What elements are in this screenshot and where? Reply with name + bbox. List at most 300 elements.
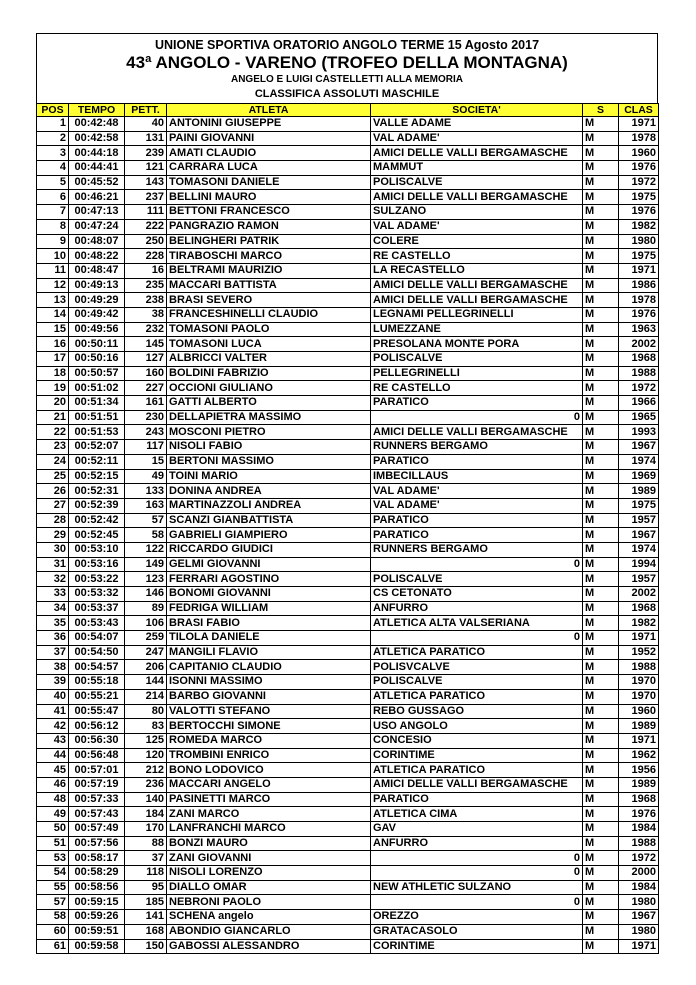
table-row [37, 117, 659, 132]
athlete-cell: BELTRAMI MAURIZIO [167, 263, 371, 278]
pos-cell: 23 [37, 440, 69, 455]
club-cell: POLISCALVE [371, 675, 583, 690]
year-cell: 1967 [619, 528, 659, 543]
pos-cell: 8 [37, 219, 69, 234]
year-cell: 1975 [619, 190, 659, 205]
year-cell: 1971 [619, 939, 659, 954]
pos-cell: 14 [37, 307, 69, 322]
year-cell: 1975 [619, 498, 659, 513]
club-cell: PARATICO [371, 513, 583, 528]
organizer-line: UNIONE SPORTIVA ORATORIO ANGOLO TERME 15 Agosto 2017 [154, 38, 540, 52]
time-cell: 00:45:52 [69, 175, 125, 190]
sex-cell: M [583, 587, 619, 602]
sex-cell: M [583, 542, 619, 557]
column-header-pos: POS [37, 104, 69, 117]
column-header-tempo: TEMPO [69, 104, 125, 117]
bib-cell: 58 [125, 528, 167, 543]
bib-cell: 49 [125, 469, 167, 484]
sex-cell: M [583, 660, 619, 675]
bib-cell: 121 [125, 161, 167, 176]
bib-cell: 80 [125, 704, 167, 719]
time-cell: 00:57:49 [69, 822, 125, 837]
bib-cell: 16 [125, 263, 167, 278]
time-cell: 00:56:48 [69, 748, 125, 763]
bib-cell: 106 [125, 616, 167, 631]
table-row [37, 352, 659, 367]
athlete-cell: CAPITANIO CLAUDIO [167, 660, 371, 675]
table-row [37, 895, 659, 910]
club-cell: PARATICO [371, 454, 583, 469]
club-cell: AMICI DELLE VALLI BERGAMASCHE [371, 293, 583, 308]
athlete-cell: ZANI GIOVANNI [167, 851, 371, 866]
time-cell: 00:50:16 [69, 352, 125, 367]
club-cell: CORINTIME [371, 748, 583, 763]
year-cell: 1957 [619, 513, 659, 528]
year-cell: 1965 [619, 410, 659, 425]
time-cell: 00:58:17 [69, 851, 125, 866]
pos-cell: 40 [37, 689, 69, 704]
club-cell: ATLETICA PARATICO [371, 763, 583, 778]
athlete-cell: BOLDINI FABRIZIO [167, 366, 371, 381]
year-cell: 1982 [619, 616, 659, 631]
table-row [37, 836, 659, 851]
bib-cell: 37 [125, 851, 167, 866]
document-header [36, 33, 658, 103]
sex-cell: M [583, 440, 619, 455]
pos-cell: 12 [37, 278, 69, 293]
year-cell: 1971 [619, 117, 659, 132]
bib-cell: 140 [125, 792, 167, 807]
athlete-cell: ISONNI MASSIMO [167, 675, 371, 690]
bib-cell: 127 [125, 352, 167, 367]
table-row [37, 807, 659, 822]
club-cell: LUMEZZANE [371, 322, 583, 337]
club-cell: POLISVCALVE [371, 660, 583, 675]
pos-cell: 60 [37, 924, 69, 939]
athlete-cell: BRASI SEVERO [167, 293, 371, 308]
table-row [37, 469, 659, 484]
sex-cell: M [583, 939, 619, 954]
sex-cell: M [583, 337, 619, 352]
bib-cell: 15 [125, 454, 167, 469]
results-sheet [36, 33, 658, 954]
pos-cell: 20 [37, 396, 69, 411]
table-row [37, 131, 659, 146]
bib-cell: 118 [125, 866, 167, 881]
athlete-cell: MACCARI ANGELO [167, 777, 371, 792]
table-row [37, 234, 659, 249]
sex-cell: M [583, 631, 619, 646]
sex-cell: M [583, 249, 619, 264]
club-cell: AMICI DELLE VALLI BERGAMASCHE [371, 278, 583, 293]
year-cell: 1980 [619, 234, 659, 249]
year-cell: 1972 [619, 381, 659, 396]
sex-cell: M [583, 307, 619, 322]
bib-cell: 227 [125, 381, 167, 396]
club-cell: ANFURRO [371, 836, 583, 851]
year-cell: 2000 [619, 866, 659, 881]
time-cell: 00:42:58 [69, 131, 125, 146]
sex-cell: M [583, 219, 619, 234]
year-cell: 1978 [619, 293, 659, 308]
year-cell: 1969 [619, 469, 659, 484]
sex-cell: M [583, 454, 619, 469]
sex-cell: M [583, 836, 619, 851]
time-cell: 00:49:42 [69, 307, 125, 322]
table-row [37, 542, 659, 557]
athlete-cell: TOINI MARIO [167, 469, 371, 484]
sex-cell: M [583, 866, 619, 881]
time-cell: 00:54:07 [69, 631, 125, 646]
table-row [37, 322, 659, 337]
athlete-cell: MACCARI BATTISTA [167, 278, 371, 293]
athlete-cell: PAINI GIOVANNI [167, 131, 371, 146]
club-cell: GAV [371, 822, 583, 837]
time-cell: 00:44:18 [69, 146, 125, 161]
club-cell: PARATICO [371, 396, 583, 411]
time-cell: 00:59:15 [69, 895, 125, 910]
table-row [37, 307, 659, 322]
club-cell: REBO GUSSAGO [371, 704, 583, 719]
table-row [37, 396, 659, 411]
club-cell: COLERE [371, 234, 583, 249]
time-cell: 00:47:24 [69, 219, 125, 234]
athlete-cell: BRASI FABIO [167, 616, 371, 631]
time-cell: 00:49:13 [69, 278, 125, 293]
pos-cell: 21 [37, 410, 69, 425]
athlete-cell: ALBRICCI VALTER [167, 352, 371, 367]
club-cell: PELLEGRINELLI [371, 366, 583, 381]
athlete-cell: RICCARDO GIUDICI [167, 542, 371, 557]
pos-cell: 32 [37, 572, 69, 587]
athlete-cell: TROMBINI ENRICO [167, 748, 371, 763]
time-cell: 00:52:11 [69, 454, 125, 469]
year-cell: 1957 [619, 572, 659, 587]
bib-cell: 214 [125, 689, 167, 704]
club-cell: 0 [371, 851, 583, 866]
athlete-cell: BELINGHERI PATRIK [167, 234, 371, 249]
time-cell: 00:56:30 [69, 733, 125, 748]
table-row [37, 748, 659, 763]
sex-cell: M [583, 161, 619, 176]
year-cell: 1986 [619, 278, 659, 293]
year-cell: 1967 [619, 440, 659, 455]
year-cell: 1974 [619, 542, 659, 557]
pos-cell: 57 [37, 895, 69, 910]
table-row [37, 601, 659, 616]
sex-cell: M [583, 293, 619, 308]
club-cell: VALLE ADAME [371, 117, 583, 132]
sex-cell: M [583, 498, 619, 513]
year-cell: 1994 [619, 557, 659, 572]
sex-cell: M [583, 910, 619, 925]
year-cell: 2002 [619, 337, 659, 352]
athlete-cell: BELLINI MAURO [167, 190, 371, 205]
sex-cell: M [583, 895, 619, 910]
athlete-cell: GABRIELI GIAMPIERO [167, 528, 371, 543]
athlete-cell: SCANZI GIANBATTISTA [167, 513, 371, 528]
bib-cell: 88 [125, 836, 167, 851]
bib-cell: 146 [125, 587, 167, 602]
time-cell: 00:50:11 [69, 337, 125, 352]
pos-cell: 45 [37, 763, 69, 778]
athlete-cell: GELMI GIOVANNI [167, 557, 371, 572]
year-cell: 1978 [619, 131, 659, 146]
time-cell: 00:54:50 [69, 645, 125, 660]
club-cell: ATLETICA PARATICO [371, 689, 583, 704]
athlete-cell: NISOLI LORENZO [167, 866, 371, 881]
time-cell: 00:53:43 [69, 616, 125, 631]
pos-cell: 51 [37, 836, 69, 851]
athlete-cell: DONINA ANDREA [167, 484, 371, 499]
bib-cell: 117 [125, 440, 167, 455]
table-row [37, 866, 659, 881]
club-cell: VAL ADAME' [371, 219, 583, 234]
athlete-cell: GATTI ALBERTO [167, 396, 371, 411]
year-cell: 1989 [619, 777, 659, 792]
time-cell: 00:51:51 [69, 410, 125, 425]
athlete-cell: TIRABOSCHI MARCO [167, 249, 371, 264]
club-cell: POLISCALVE [371, 175, 583, 190]
athlete-cell: MANGILI FLAVIO [167, 645, 371, 660]
club-cell: NEW ATHLETIC SULZANO [371, 880, 583, 895]
pos-cell: 6 [37, 190, 69, 205]
bib-cell: 185 [125, 895, 167, 910]
table-row [37, 175, 659, 190]
athlete-cell: ROMEDA MARCO [167, 733, 371, 748]
pos-cell: 33 [37, 587, 69, 602]
athlete-cell: NISOLI FABIO [167, 440, 371, 455]
pos-cell: 42 [37, 719, 69, 734]
time-cell: 00:48:07 [69, 234, 125, 249]
pos-cell: 10 [37, 249, 69, 264]
bib-cell: 222 [125, 219, 167, 234]
club-cell: LEGNAMI PELLEGRINELLI [371, 307, 583, 322]
time-cell: 00:57:19 [69, 777, 125, 792]
table-row [37, 675, 659, 690]
pos-cell: 11 [37, 263, 69, 278]
sex-cell: M [583, 880, 619, 895]
bib-cell: 259 [125, 631, 167, 646]
time-cell: 00:56:12 [69, 719, 125, 734]
bib-cell: 144 [125, 675, 167, 690]
table-row [37, 910, 659, 925]
athlete-cell: GABOSSI ALESSANDRO [167, 939, 371, 954]
athlete-cell: ABONDIO GIANCARLO [167, 924, 371, 939]
pos-cell: 43 [37, 733, 69, 748]
club-cell: IMBECILLAUS [371, 469, 583, 484]
sex-cell: M [583, 528, 619, 543]
column-header-clas: CLAS [619, 104, 659, 117]
sex-cell: M [583, 616, 619, 631]
sex-cell: M [583, 410, 619, 425]
bib-cell: 40 [125, 117, 167, 132]
bib-cell: 168 [125, 924, 167, 939]
time-cell: 00:59:26 [69, 910, 125, 925]
table-row [37, 880, 659, 895]
year-cell: 1960 [619, 704, 659, 719]
bib-cell: 150 [125, 939, 167, 954]
sex-cell: M [583, 689, 619, 704]
bib-cell: 236 [125, 777, 167, 792]
time-cell: 00:53:10 [69, 542, 125, 557]
bib-cell: 89 [125, 601, 167, 616]
year-cell: 1968 [619, 601, 659, 616]
results-table [36, 103, 659, 954]
pos-cell: 5 [37, 175, 69, 190]
pos-cell: 27 [37, 498, 69, 513]
bib-cell: 57 [125, 513, 167, 528]
pos-cell: 18 [37, 366, 69, 381]
pos-cell: 55 [37, 880, 69, 895]
pos-cell: 41 [37, 704, 69, 719]
column-header-sex: S [583, 104, 619, 117]
bib-cell: 120 [125, 748, 167, 763]
year-cell: 1962 [619, 748, 659, 763]
pos-cell: 17 [37, 352, 69, 367]
pos-cell: 24 [37, 454, 69, 469]
table-row [37, 366, 659, 381]
athlete-cell: FRANCESHINELLI CLAUDIO [167, 307, 371, 322]
time-cell: 00:49:29 [69, 293, 125, 308]
year-cell: 1980 [619, 924, 659, 939]
table-row [37, 278, 659, 293]
year-cell: 1972 [619, 851, 659, 866]
club-cell: MAMMUT [371, 161, 583, 176]
club-cell: 0 [371, 895, 583, 910]
pos-cell: 4 [37, 161, 69, 176]
athlete-cell: FEDRIGA WILLIAM [167, 601, 371, 616]
table-row [37, 763, 659, 778]
table-row [37, 660, 659, 675]
year-cell: 1976 [619, 161, 659, 176]
time-cell: 00:52:42 [69, 513, 125, 528]
sex-cell: M [583, 425, 619, 440]
year-cell: 1963 [619, 322, 659, 337]
year-cell: 1988 [619, 836, 659, 851]
year-cell: 1976 [619, 807, 659, 822]
sex-cell: M [583, 396, 619, 411]
table-row [37, 733, 659, 748]
time-cell: 00:47:13 [69, 205, 125, 220]
time-cell: 00:44:41 [69, 161, 125, 176]
pos-cell: 30 [37, 542, 69, 557]
year-cell: 1971 [619, 263, 659, 278]
sex-cell: M [583, 572, 619, 587]
table-row [37, 851, 659, 866]
club-cell: VAL ADAME' [371, 131, 583, 146]
club-cell: 0 [371, 866, 583, 881]
club-cell: ATLETICA CIMA [371, 807, 583, 822]
sex-cell: M [583, 278, 619, 293]
time-cell: 00:57:01 [69, 763, 125, 778]
bib-cell: 141 [125, 910, 167, 925]
year-cell: 1982 [619, 219, 659, 234]
pos-cell: 46 [37, 777, 69, 792]
time-cell: 00:52:45 [69, 528, 125, 543]
bib-cell: 83 [125, 719, 167, 734]
table-row [37, 924, 659, 939]
club-cell: AMICI DELLE VALLI BERGAMASCHE [371, 146, 583, 161]
time-cell: 00:52:15 [69, 469, 125, 484]
athlete-cell: BARBO GIOVANNI [167, 689, 371, 704]
sex-cell: M [583, 484, 619, 499]
pos-cell: 25 [37, 469, 69, 484]
year-cell: 1975 [619, 249, 659, 264]
athlete-cell: OCCIONI GIULIANO [167, 381, 371, 396]
time-cell: 00:42:48 [69, 117, 125, 132]
pos-cell: 39 [37, 675, 69, 690]
table-row [37, 410, 659, 425]
club-cell: RE CASTELLO [371, 249, 583, 264]
club-cell: CS CETONATO [371, 587, 583, 602]
sex-cell: M [583, 175, 619, 190]
pos-cell: 13 [37, 293, 69, 308]
time-cell: 00:55:18 [69, 675, 125, 690]
club-cell: POLISCALVE [371, 572, 583, 587]
time-cell: 00:58:29 [69, 866, 125, 881]
table-row [37, 572, 659, 587]
sex-cell: M [583, 352, 619, 367]
table-row [37, 205, 659, 220]
year-cell: 1974 [619, 454, 659, 469]
athlete-cell: VALOTTI STEFANO [167, 704, 371, 719]
club-cell: GRATACASOLO [371, 924, 583, 939]
table-row [37, 146, 659, 161]
bib-cell: 237 [125, 190, 167, 205]
club-cell: ATLETICA ALTA VALSERIANA [371, 616, 583, 631]
club-cell: LA RECASTELLO [371, 263, 583, 278]
table-row [37, 484, 659, 499]
bib-cell: 250 [125, 234, 167, 249]
sex-cell: M [583, 513, 619, 528]
sex-cell: M [583, 748, 619, 763]
table-row [37, 777, 659, 792]
time-cell: 00:53:32 [69, 587, 125, 602]
year-cell: 1988 [619, 660, 659, 675]
year-cell: 1980 [619, 895, 659, 910]
pos-cell: 29 [37, 528, 69, 543]
bib-cell: 111 [125, 205, 167, 220]
bib-cell: 239 [125, 146, 167, 161]
time-cell: 00:52:39 [69, 498, 125, 513]
year-cell: 1971 [619, 733, 659, 748]
athlete-cell: DELLAPIETRA MASSIMO [167, 410, 371, 425]
table-row [37, 219, 659, 234]
table-row [37, 822, 659, 837]
year-cell: 1956 [619, 763, 659, 778]
year-cell: 1968 [619, 792, 659, 807]
club-cell: ATLETICA PARATICO [371, 645, 583, 660]
pos-cell: 28 [37, 513, 69, 528]
athlete-cell: MOSCONI PIETRO [167, 425, 371, 440]
athlete-cell: CARRARA LUCA [167, 161, 371, 176]
pos-cell: 31 [37, 557, 69, 572]
athlete-cell: AMATI CLAUDIO [167, 146, 371, 161]
club-cell: AMICI DELLE VALLI BERGAMASCHE [371, 777, 583, 792]
bib-cell: 206 [125, 660, 167, 675]
athlete-cell: PANGRAZIO RAMON [167, 219, 371, 234]
time-cell: 00:52:07 [69, 440, 125, 455]
table-body [37, 117, 659, 954]
club-cell: RUNNERS BERGAMO [371, 440, 583, 455]
year-cell: 1984 [619, 822, 659, 837]
athlete-cell: TOMASONI LUCA [167, 337, 371, 352]
time-cell: 00:57:33 [69, 792, 125, 807]
sex-cell: M [583, 733, 619, 748]
club-cell: ANFURRO [371, 601, 583, 616]
pos-cell: 7 [37, 205, 69, 220]
